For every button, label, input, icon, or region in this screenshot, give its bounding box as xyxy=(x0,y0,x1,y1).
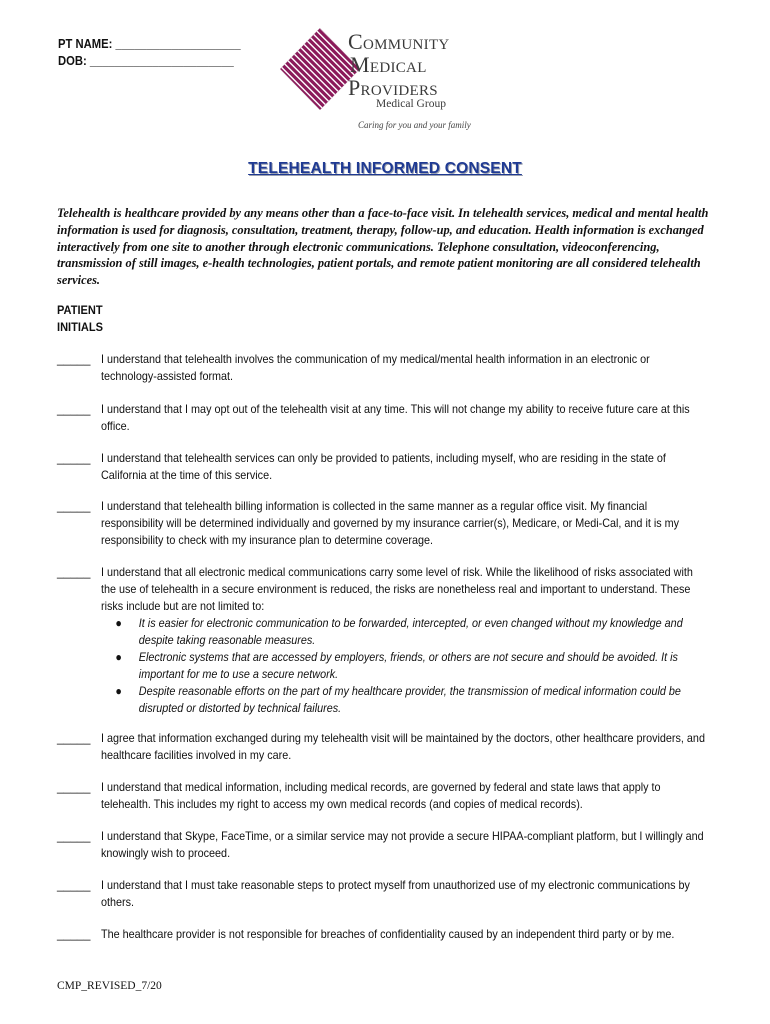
initials-blank[interactable]: _____ xyxy=(57,451,91,465)
logo xyxy=(280,28,520,134)
risk-text: Electronic systems that are accessed by employers, friends, or others are not secure and should be avoided. It is important for me to use a secure network. xyxy=(138,650,678,681)
consent-text: The healthcare provider is not responsible for breaches of confidentiality caused by an independent third party or by me. xyxy=(101,927,675,941)
consent-text: I understand that I may opt out of the telehealth visit at any time. This will not change my ability to receive future care at this office. xyxy=(101,402,690,433)
logo-tagline: Caring for you and your family xyxy=(358,120,471,130)
initials-blank[interactable]: _____ xyxy=(57,829,91,843)
initials-blank[interactable]: _____ xyxy=(57,565,91,579)
initials-blank[interactable]: _____ xyxy=(57,927,91,941)
risk-list-item xyxy=(101,683,706,717)
consent-text: I understand that telehealth services can only be provided to patients, including myself, who are residing in the state of California at the time of this service. xyxy=(101,451,666,482)
document-title: TELEHEALTH INFORMED CONSENT xyxy=(248,160,522,177)
consent-text: I understand that telehealth billing information is collected in the same manner as a regular office visit. My financial responsibility will be determined individually and governed by my insurance carrier(s), Medicare, or Medi-Cal, and it is my responsibility to check with my insurance plan to determine coverage. xyxy=(101,499,680,547)
bullet-icon: ● xyxy=(115,684,122,698)
consent-text: I understand that Skype, FaceTime, or a similar service may not provide a secure HIPAA-compliant platform, but I willingly and knowingly wish to proceed. xyxy=(101,829,704,860)
consent-text: I understand that I must take reasonable steps to protect myself from unauthorized use of my electronic communications by others. xyxy=(101,878,690,909)
patient-initials-heading xyxy=(57,302,103,336)
consent-text: I understand that medical information, including medical records, are governed by federal and state laws that apply to telehealth. This includes my right to access my own medical records (and copies of medical records). xyxy=(101,780,661,811)
intro-paragraph: Telehealth is healthcare provided by any means other than a face-to-face visit. In telehealth services, medical and mental health information is used for diagnosis, consultation, treatment, therapy, follow-up, and education. Health information is exchanged interactively from one site to another through electronic communications. Telephone consultation, videoconferencing, transmission of still images, e-health technologies, patient portals, and remote patient monitoring are all considered telehealth services. xyxy=(57,206,709,288)
bullet-icon: ● xyxy=(115,650,122,664)
risk-list-item xyxy=(101,615,706,649)
pt-name-field[interactable]: PT NAME: ____________________ xyxy=(58,37,241,51)
bullet-icon: ● xyxy=(115,616,122,630)
risk-list-item xyxy=(101,649,706,683)
risk-list xyxy=(101,615,706,717)
risk-text: It is easier for electronic communication to be forwarded, intercepted, or even changed without my knowledge and despite taking reasonable measures. xyxy=(138,616,683,647)
revision-footer: CMP_REVISED_7/20 xyxy=(57,980,162,992)
logo-line-2: Medical xyxy=(350,52,427,77)
consent-text-with-bullets xyxy=(101,564,706,717)
logo-line-1: Community xyxy=(348,29,450,54)
heading-line-1: PATIENT xyxy=(57,303,103,317)
patient-fields xyxy=(58,36,241,70)
initials-blank[interactable]: _____ xyxy=(57,780,91,794)
initials-blank[interactable]: _____ xyxy=(57,402,91,416)
risk-text: Despite reasonable efforts on the part of my healthcare provider, the transmission of medical information could be disrupted or distorted by technical failures. xyxy=(138,684,681,715)
initials-blank[interactable]: _____ xyxy=(57,878,91,892)
heading-line-2: INITIALS xyxy=(57,320,103,334)
logo-wordmark xyxy=(348,30,450,99)
logo-subtitle: Medical Group xyxy=(376,98,446,110)
initials-blank[interactable]: _____ xyxy=(57,731,91,745)
consent-text: I agree that information exchanged during my telehealth visit will be maintained by the doctors, other healthcare providers, and healthcare facilities involved in my care. xyxy=(101,731,705,762)
initials-blank[interactable]: _____ xyxy=(57,352,91,366)
consent-text: I understand that telehealth involves the communication of my medical/mental health information in an electronic or technology-assisted format. xyxy=(101,352,650,383)
dob-field[interactable]: DOB: _______________________ xyxy=(58,54,234,68)
initials-blank[interactable]: _____ xyxy=(57,499,91,513)
logo-line-3: Providers xyxy=(348,75,438,100)
consent-text: I understand that all electronic medical communications carry some level of risk. While the likelihood of risks associated with the use of telehealth in a secure environment is reduced, the risks are nonetheless real and important to understand. These risks include but are not limited to: xyxy=(101,565,693,613)
